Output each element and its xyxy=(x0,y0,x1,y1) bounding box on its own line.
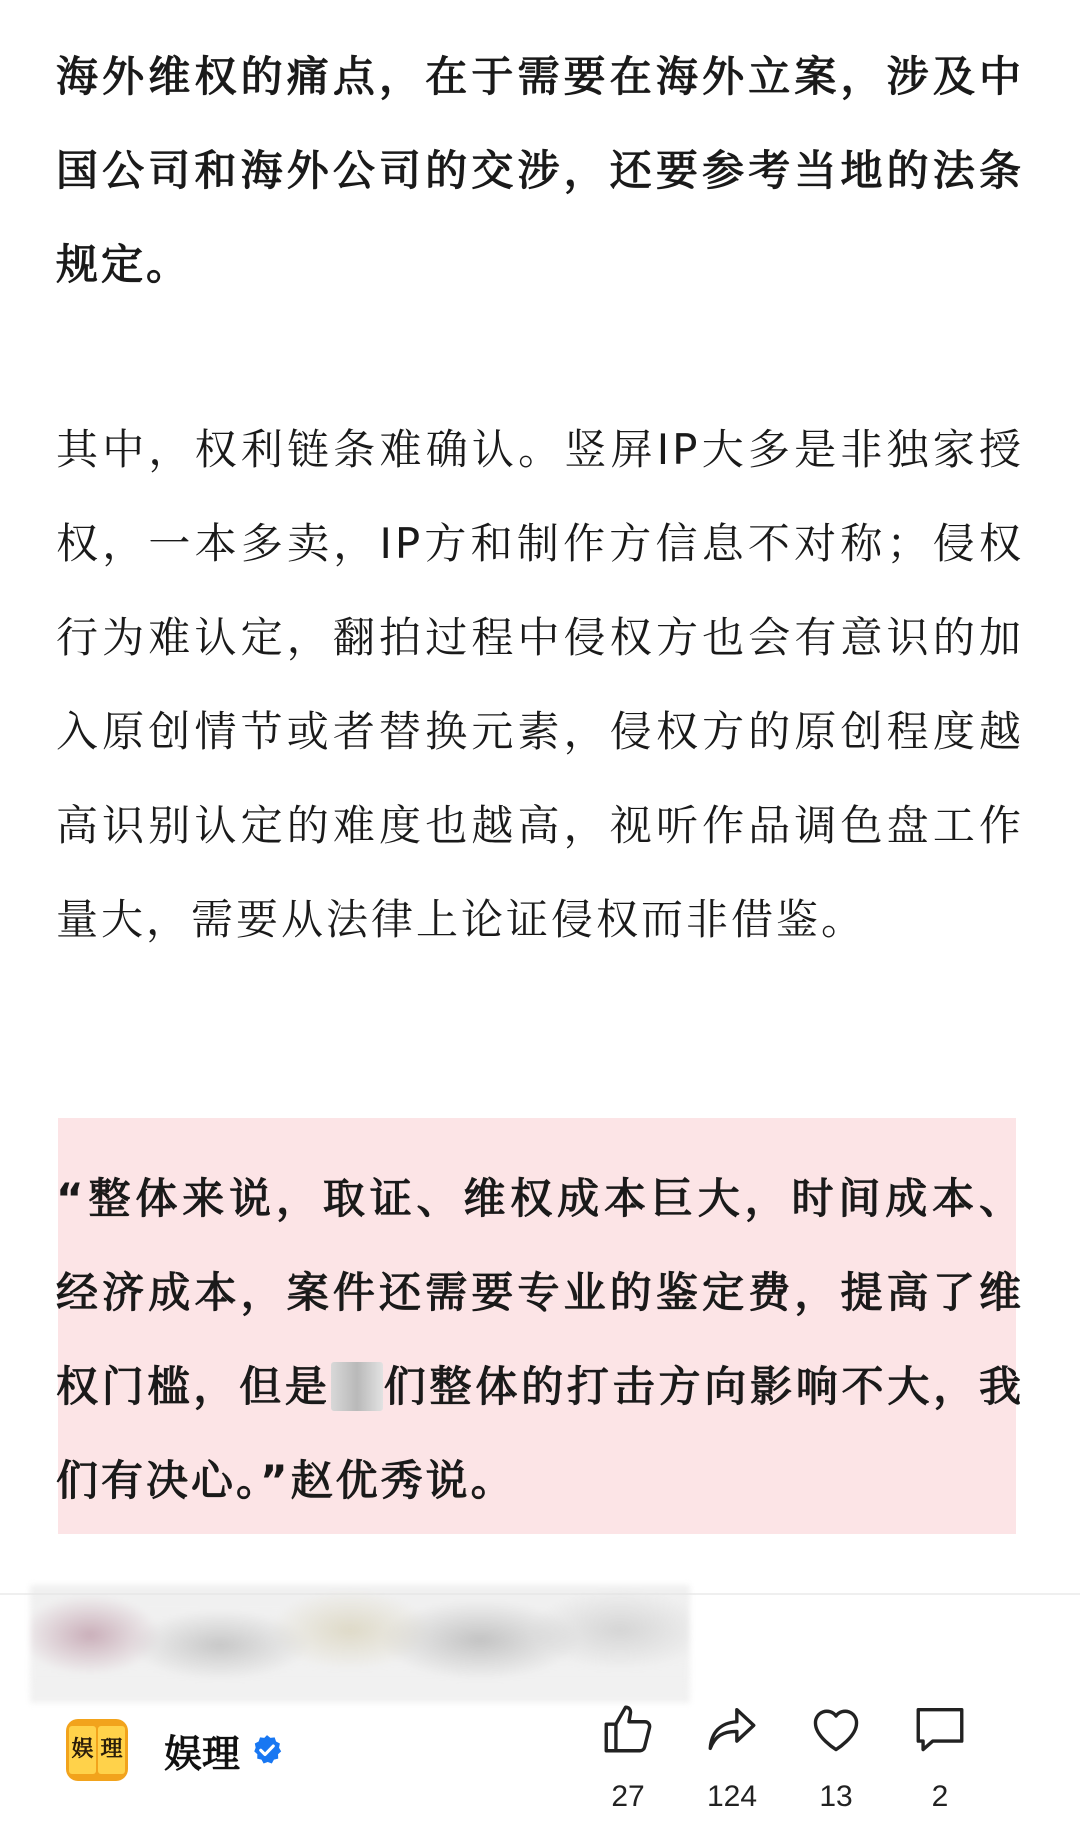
thumbs-up-icon xyxy=(599,1700,657,1758)
comment-count: 2 xyxy=(931,1780,949,1813)
logo-char-2: 理 xyxy=(98,1726,125,1774)
favorite-count: 13 xyxy=(819,1780,853,1813)
verified-badge-icon xyxy=(250,1733,284,1767)
heart-icon xyxy=(807,1700,865,1758)
article-paragraph-2: 其中，权利链条难确认。竖屏IP大多是非独家授权，一本多卖，IP方和制作方信息不对称；侵权行为难认定，翻拍过程中侵权方也会有意识的加入原创情节或者替换元素，侵权方的原创程度越高识别认定的难度也越高，视听作品调色盘工作量大，需要从法律上论证侵权而非借鉴。 xyxy=(56,425,1024,944)
quote-text-part2: 们整体的打击方向影响不大，我们有决心。”赵优秀说。 xyxy=(56,1362,1024,1505)
author-avatar-logo[interactable] xyxy=(66,1719,128,1781)
favorite-button[interactable] xyxy=(786,1700,886,1814)
blurred-strip xyxy=(30,1585,690,1703)
logo-char-1: 娱 xyxy=(69,1726,96,1774)
comment-button[interactable] xyxy=(890,1700,990,1814)
share-count: 124 xyxy=(706,1780,758,1813)
author-bar[interactable] xyxy=(66,1715,284,1785)
comment-bubble-icon xyxy=(911,1700,969,1758)
like-count: 27 xyxy=(611,1780,645,1813)
share-button[interactable] xyxy=(682,1700,782,1814)
quote-paragraph xyxy=(56,1152,1024,1528)
article-paragraph-1: 海外维权的痛点，在于需要在海外立案，涉及中国公司和海外公司的交涉，还要参考当地的法条规定。 xyxy=(56,52,1024,289)
like-button[interactable] xyxy=(578,1700,678,1814)
author-name[interactable]: 娱理 xyxy=(164,1731,241,1776)
action-bar xyxy=(570,1700,1040,1820)
redacted-text xyxy=(331,1362,383,1411)
share-arrow-icon xyxy=(703,1700,761,1758)
quote-text-part1: “整体来说，取证、维权成本巨大，时间成本、经济成本，案件还需要专业的鉴定费，提高了维权门槛，但是 xyxy=(56,1174,1024,1411)
